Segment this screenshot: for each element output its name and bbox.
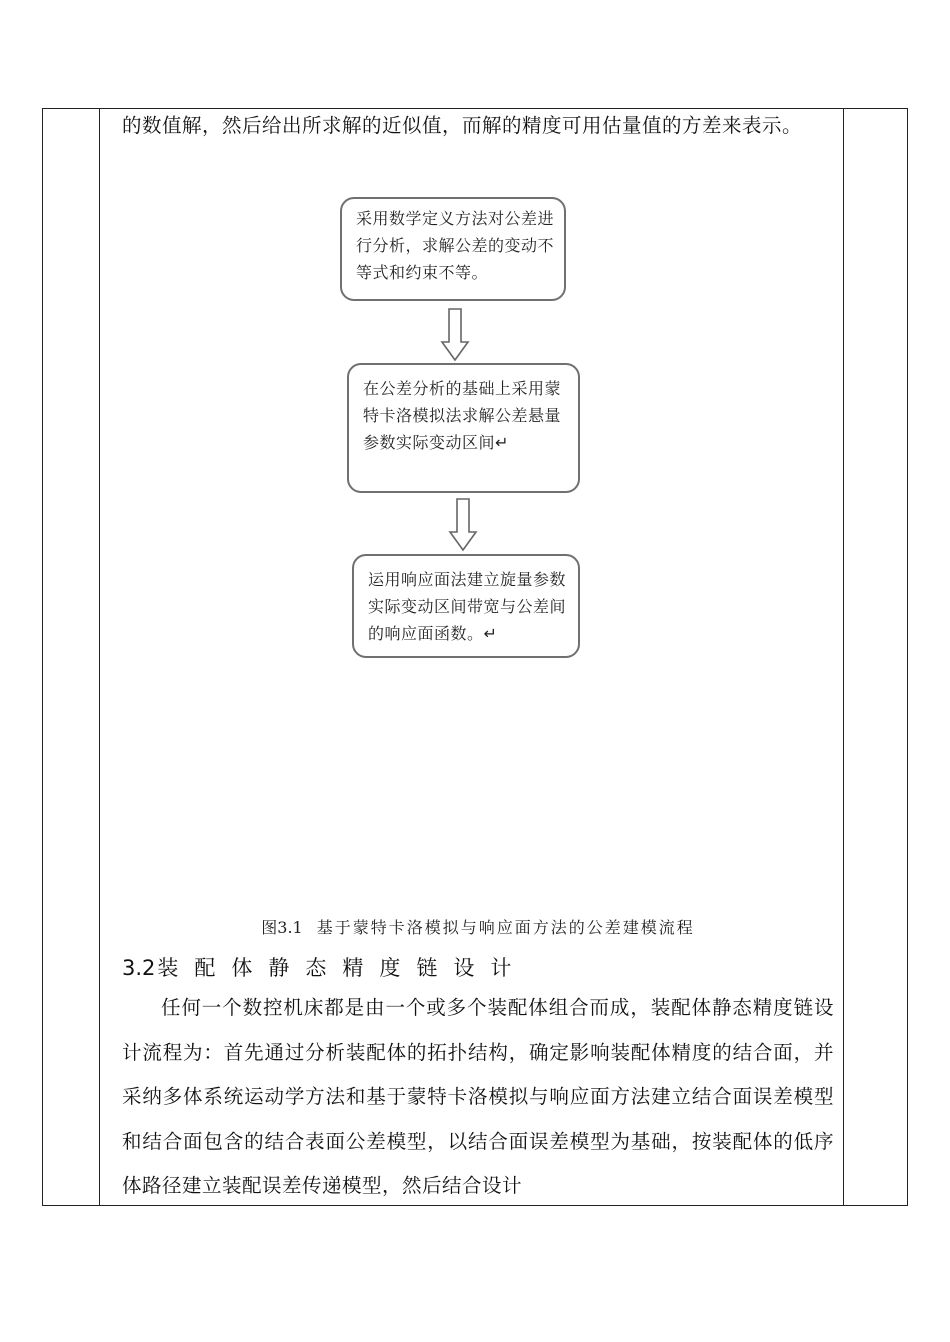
section-number: 3.2 [122,956,156,980]
flowchart-box-3: 运用响应面法建立旋量参数实际变动区间带宽与公差间的响应面函数。↵ [352,554,580,658]
paragraph-top: 的数值解，然后给出所求解的近似值，而解的精度可用估量值的方差来表示。 [122,114,803,137]
paragraph-body: 任何一个数控机床都是由一个或多个装配体组合而成，装配体静态精度链设计流程为：首先通过分析装配体的拓扑结构，确定影响装配体精度的结合面，并采纳多体系统运动学方法和基于蒙特卡洛模拟与响应面方法建立结合面误差模型和结合面包含的结合表面公差模型，以结合面误差模型为基础，按装配体的低序体路径建立装配误差传递模型，然后结合设计 [122,996,834,1197]
figure-caption-text: 基于蒙特卡洛模拟与响应面方法的公差建模流程 [316,918,695,937]
flowchart-box-1: 采用数学定义方法对公差进行分析，求解公差的变动不等式和约束不等。 [340,197,566,301]
table-column-divider-left [99,109,100,1205]
figure-caption [122,915,834,938]
section-heading [122,952,527,982]
table-column-divider-right [843,109,844,1205]
figure-number: 图3.1 [261,918,303,937]
down-arrow-icon [440,308,470,362]
down-arrow-icon [448,498,478,552]
section-title: 装配体静态精度链设计 [157,956,528,980]
flowchart-box-2: 在公差分析的基础上采用蒙特卡洛模拟法求解公差悬量参数实际变动区间↵ [347,363,580,493]
flowchart [330,190,600,670]
